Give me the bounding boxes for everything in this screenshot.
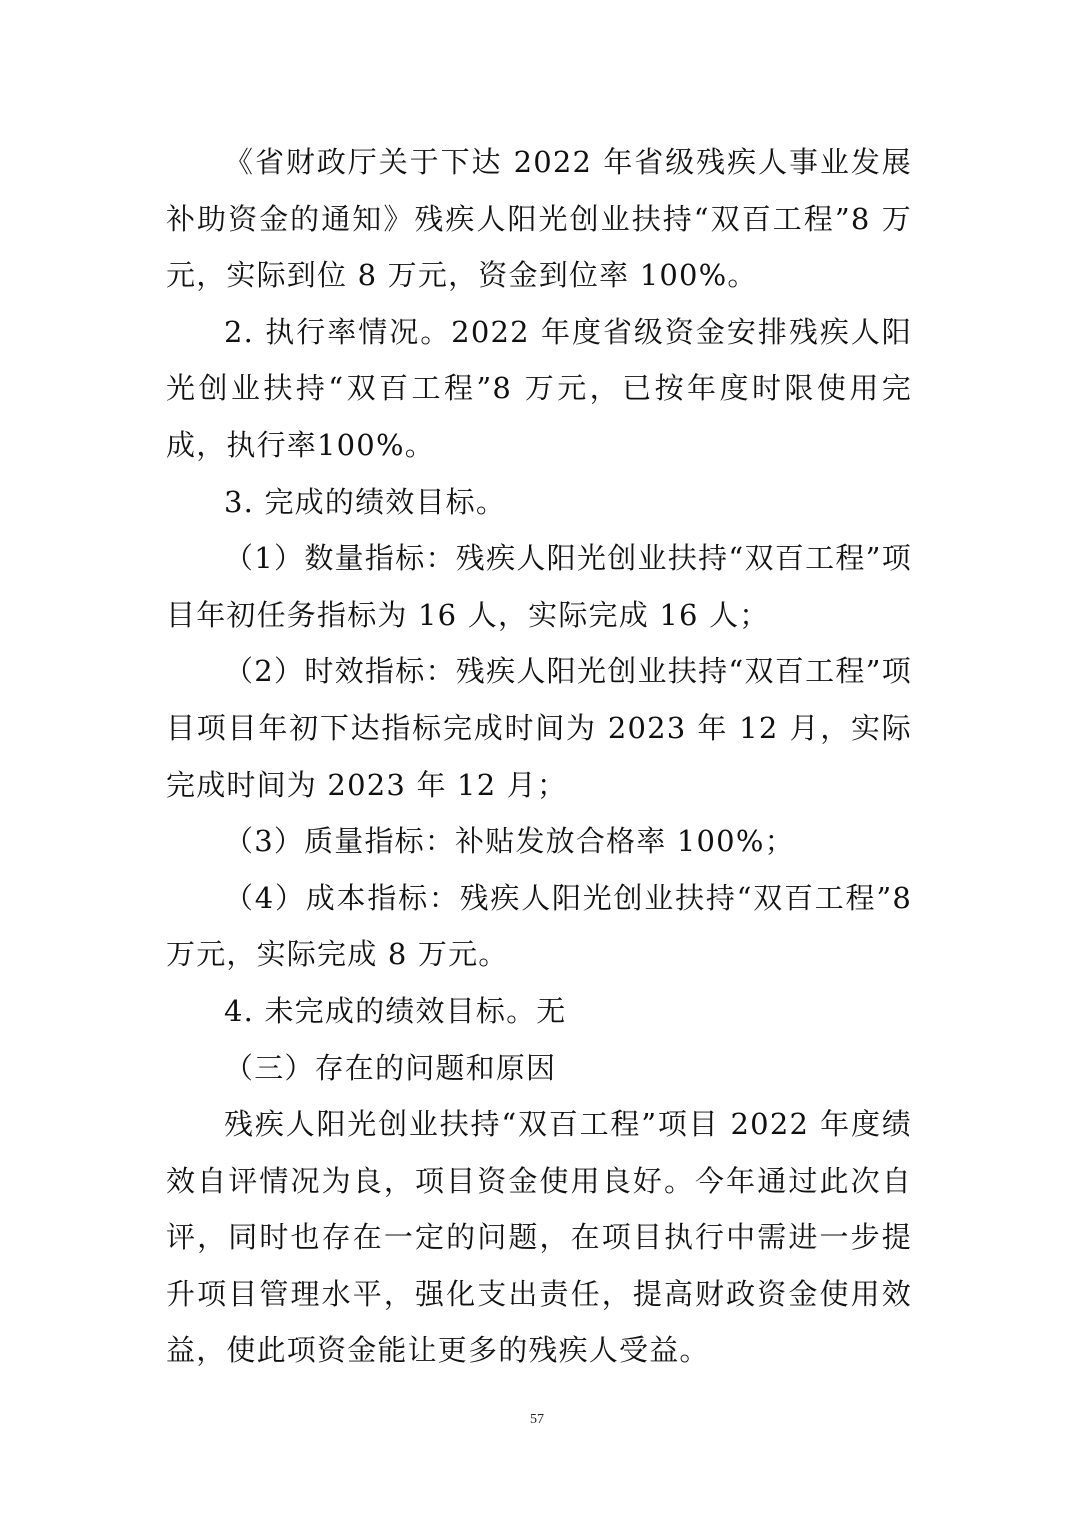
paragraph-quality-indicator: （3）质量指标：补贴发放合格率 100%； xyxy=(224,824,795,859)
paragraph-quantity-indicator: （1）数量指标：残疾人阳光创业扶持“双百工程”项目年初任务指标为 16 人，实际完成 16 人； xyxy=(166,541,912,632)
section-heading-problems: （三）存在的问题和原因 xyxy=(224,1050,557,1085)
paragraph-execution-rate: 2. 执行率情况。2022 年度省级资金安排残疾人阳光创业扶持“双百工程”8 万元，已按年度时限使用完成，执行率100%。 xyxy=(166,314,912,462)
page-number: 57 xyxy=(530,1412,544,1427)
document-body xyxy=(166,134,912,1379)
paragraph-problems-description: 残疾人阳光创业扶持“双百工程”项目 2022 年度绩效自评情况为良，项目资金使用良好。今年通过此次自评，同时也存在一定的问题，在项目执行中需进一步提升项目管理水平，强化支出责任，提高财政资金使用效益，使此项资金能让更多的残疾人受益。 xyxy=(166,1107,912,1368)
paragraph-completed-goals-heading: 3. 完成的绩效目标。 xyxy=(224,484,507,519)
paragraph-cost-indicator: （4）成本指标：残疾人阳光创业扶持“双百工程”8 万元，实际完成 8 万元。 xyxy=(166,880,912,972)
paragraph-uncompleted-goals: 4. 未完成的绩效目标。无 xyxy=(224,993,567,1028)
paragraph-timeliness-indicator: （2）时效指标：残疾人阳光创业扶持“双百工程”项目项目年初下达指标完成时间为 2023 年 12 月，实际完成时间为 2023 年 12 月； xyxy=(166,654,912,802)
paragraph-funding-notice: 《省财政厅关于下达 2022 年省级残疾人事业发展补助资金的通知》残疾人阳光创业扶持“双百工程”8 万元，实际到位 8 万元，资金到位率 100%。 xyxy=(166,145,912,293)
